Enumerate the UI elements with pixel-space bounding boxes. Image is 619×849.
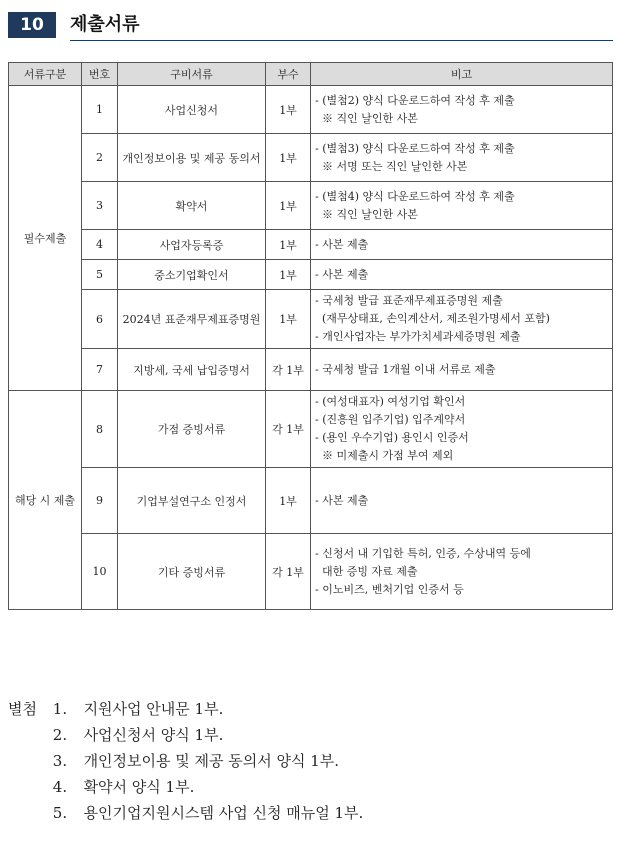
table-row — [9, 230, 613, 260]
table-row — [9, 260, 613, 290]
attachment-item: 2. 사업신청서 양식 1부. — [52, 726, 224, 744]
document-cell: 사업자등록증 — [118, 230, 266, 260]
remarks-cell — [311, 260, 613, 290]
section-header — [8, 10, 612, 40]
remark-line: ※ 직인 날인한 사본 — [315, 111, 418, 125]
remark-line: - 국세청 발급 1개월 이내 서류로 제출 — [315, 362, 496, 376]
table-body — [9, 86, 613, 610]
number-cell: 9 — [82, 468, 118, 534]
remark-line: 대한 증빙 자료 제출 — [315, 564, 418, 578]
remarks-cell — [311, 86, 613, 134]
copies-cell: 1부 — [266, 290, 311, 349]
remark-line: - (별첨3) 양식 다운로드하여 작성 후 제출 — [315, 141, 515, 155]
attachments-label: 별첨 — [8, 700, 37, 718]
remark-line: - (여성대표자) 여성기업 확인서 — [315, 395, 466, 408]
table-row — [9, 468, 613, 534]
number-cell: 7 — [82, 349, 118, 391]
copies-cell: 1부 — [266, 260, 311, 290]
number-cell: 4 — [82, 230, 118, 260]
document-cell: 기타 증빙서류 — [118, 534, 266, 610]
document-table — [8, 62, 613, 610]
remarks-cell — [311, 468, 613, 534]
remark-line: - 사본 제출 — [315, 237, 369, 251]
copies-cell: 1부 — [266, 134, 311, 182]
remark-line: - 사본 제출 — [315, 493, 369, 507]
copies-cell: 1부 — [266, 182, 311, 230]
remark-line: - (진흥원 입주기업) 입주계약서 — [315, 413, 466, 426]
remarks-cell — [311, 534, 613, 610]
table-row — [9, 86, 613, 134]
table-row — [9, 290, 613, 349]
copies-cell: 1부 — [266, 230, 311, 260]
document-cell: 중소기업확인서 — [118, 260, 266, 290]
copies-cell: 1부 — [266, 86, 311, 134]
remark-line: (재무상태표, 손익계산서, 제조원가명세서 포함) — [315, 312, 550, 325]
remarks-cell — [311, 182, 613, 230]
remark-line: - (용인 우수기업) 용인시 인증서 — [315, 431, 469, 444]
document-cell: 가점 증빙서류 — [118, 391, 266, 468]
number-cell: 8 — [82, 391, 118, 468]
table-row — [9, 134, 613, 182]
remark-line: - (별첨4) 양식 다운로드하여 작성 후 제출 — [315, 189, 515, 203]
table-header-row — [9, 63, 613, 86]
table-row — [9, 182, 613, 230]
title-underline — [70, 40, 613, 41]
copies-cell: 각 1부 — [266, 534, 311, 610]
header-category: 서류구분 — [9, 63, 82, 86]
remark-line: - 국세청 발급 표준재무제표증명원 제출 — [315, 294, 503, 307]
header-number: 번호 — [82, 63, 118, 86]
remark-line: ※ 미제출시 가점 부여 제외 — [315, 449, 454, 462]
copies-cell: 각 1부 — [266, 391, 311, 468]
number-cell: 3 — [82, 182, 118, 230]
remark-line: ※ 직인 날인한 사본 — [315, 207, 418, 221]
number-cell: 6 — [82, 290, 118, 349]
document-cell: 지방세, 국세 납입증명서 — [118, 349, 266, 391]
document-cell: 기업부설연구소 인정서 — [118, 468, 266, 534]
remark-line: - 사본 제출 — [315, 267, 369, 281]
remark-line: - 신청서 내 기입한 특허, 인증, 수상내역 등에 — [315, 546, 531, 560]
remark-line: ※ 서명 또는 직인 날인한 사본 — [315, 159, 468, 173]
copies-cell: 1부 — [266, 468, 311, 534]
document-cell: 사업신청서 — [118, 86, 266, 134]
number-cell: 10 — [82, 534, 118, 610]
attachment-item: 5. 용인기업지원시스템 사업 신청 매뉴얼 1부. — [52, 804, 364, 822]
attachment-item: 3. 개인정보이용 및 제공 동의서 양식 1부. — [52, 752, 340, 770]
remarks-cell — [311, 290, 613, 349]
header-remarks: 비고 — [311, 63, 613, 86]
header-copies: 부수 — [266, 63, 311, 86]
category-cell: 필수제출 — [9, 86, 82, 391]
remark-line: - (별첨2) 양식 다운로드하여 작성 후 제출 — [315, 93, 515, 107]
remarks-cell — [311, 134, 613, 182]
table-row — [9, 391, 613, 468]
attachment-item: 별첨 1. 지원사업 안내문 1부. — [8, 696, 363, 722]
header-document: 구비서류 — [118, 63, 266, 86]
remarks-cell — [311, 349, 613, 391]
remark-line: - 개인사업자는 부가가치세과세증명원 제출 — [315, 330, 521, 343]
document-cell: 개인정보이용 및 제공 동의서 — [118, 134, 266, 182]
remarks-cell — [311, 391, 613, 468]
copies-cell: 각 1부 — [266, 349, 311, 391]
attachments — [8, 696, 363, 826]
section-title: 제출서류 — [70, 14, 140, 35]
number-cell: 5 — [82, 260, 118, 290]
attachment-item: 4. 확약서 양식 1부. — [52, 778, 195, 796]
remarks-cell — [311, 230, 613, 260]
table-row — [9, 349, 613, 391]
table-row — [9, 534, 613, 610]
document-cell: 확약서 — [118, 182, 266, 230]
number-cell: 1 — [82, 86, 118, 134]
remark-line: - 이노비즈, 벤처기업 인증서 등 — [315, 582, 464, 596]
number-cell: 2 — [82, 134, 118, 182]
document-cell: 2024년 표준재무제표증명원 — [118, 290, 266, 349]
section-number-badge: 10 — [8, 12, 56, 38]
category-cell: 해당 시 제출 — [9, 391, 82, 610]
